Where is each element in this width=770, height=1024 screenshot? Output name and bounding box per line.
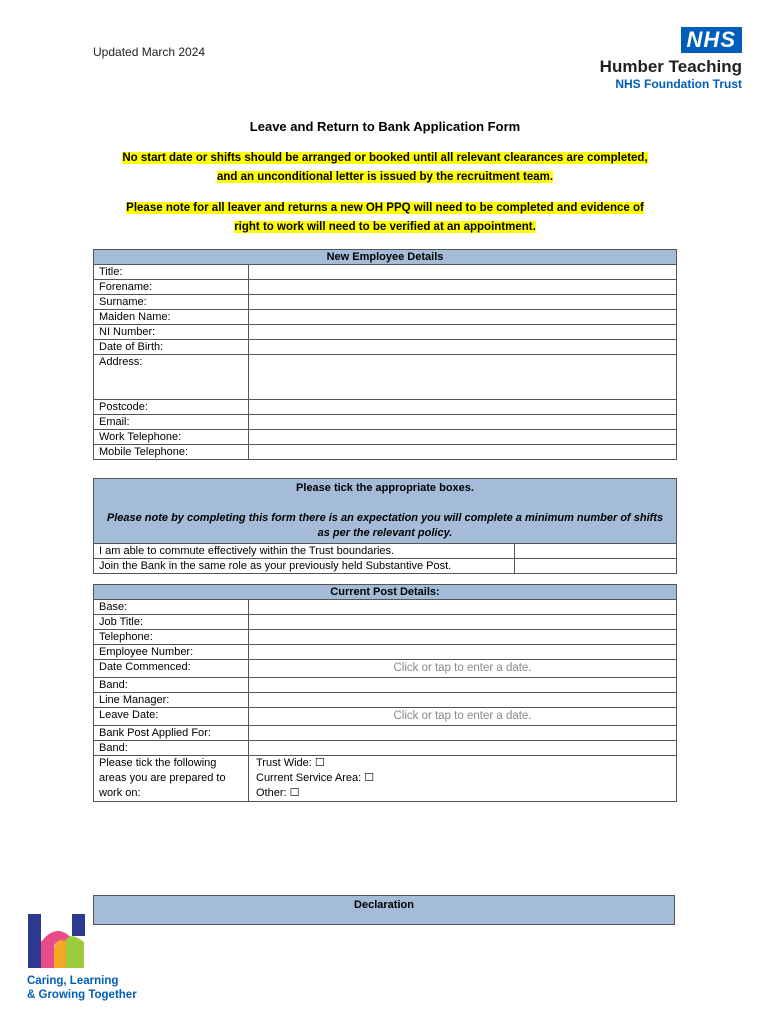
new-employee-table	[93, 249, 677, 460]
field-label: Date Commenced:	[94, 660, 249, 678]
field-label: Base:	[94, 600, 249, 615]
tick-row-label: I am able to commute effectively within the Trust boundaries.	[94, 544, 515, 559]
same-role-tick-cell[interactable]	[515, 559, 677, 574]
notice-clearances	[93, 149, 677, 187]
areas-label-line: Please tick the following	[99, 757, 217, 769]
notice-oh-ppq	[93, 199, 677, 237]
areas-label-line: areas you are prepared to	[99, 772, 226, 784]
notice-line: and an unconditional letter is issued by the recruitment team.	[216, 171, 554, 183]
caring-learning-logo-icon	[28, 912, 88, 970]
current-service-area-checkbox[interactable]: Current Service Area: ☐	[256, 772, 375, 784]
footer-line: & Growing Together	[27, 989, 137, 1001]
leave-date-picker[interactable]: Click or tap to enter a date.	[249, 708, 677, 726]
commute-tick-cell[interactable]	[515, 544, 677, 559]
notice-line: right to work will need to be verified at an appointment.	[234, 221, 536, 233]
surname-input[interactable]	[249, 295, 677, 310]
tick-heading-cell	[94, 479, 677, 544]
forename-input[interactable]	[249, 280, 677, 295]
field-label: Forename:	[94, 280, 249, 295]
field-label: Surname:	[94, 295, 249, 310]
areas-label-line: work on:	[99, 787, 141, 799]
employee-number-input[interactable]	[249, 645, 677, 660]
declaration-heading: Declaration	[93, 895, 675, 925]
work-telephone-input[interactable]	[249, 430, 677, 445]
field-label: Date of Birth:	[94, 340, 249, 355]
nhs-logo	[582, 27, 742, 91]
email-input[interactable]	[249, 415, 677, 430]
current-post-heading: Current Post Details:	[94, 585, 677, 600]
field-label: Work Telephone:	[94, 430, 249, 445]
tick-heading: Please tick the appropriate boxes.	[296, 482, 474, 494]
current-post-table	[93, 584, 677, 802]
mobile-telephone-input[interactable]	[249, 445, 677, 460]
field-label: Title:	[94, 265, 249, 280]
tick-boxes-table	[93, 478, 677, 574]
field-label: Leave Date:	[94, 708, 249, 726]
field-label: Band:	[94, 678, 249, 693]
footer-tagline	[27, 974, 137, 1002]
postcode-input[interactable]	[249, 400, 677, 415]
tick-row-label: Join the Bank in the same role as your previously held Substantive Post.	[94, 559, 515, 574]
bank-post-input[interactable]	[249, 726, 677, 741]
band-input[interactable]	[249, 678, 677, 693]
ni-number-input[interactable]	[249, 325, 677, 340]
title-input[interactable]	[249, 265, 677, 280]
field-label: Line Manager:	[94, 693, 249, 708]
maiden-name-input[interactable]	[249, 310, 677, 325]
other-checkbox[interactable]: Other: ☐	[256, 787, 300, 799]
telephone-input[interactable]	[249, 630, 677, 645]
field-label: Bank Post Applied For:	[94, 726, 249, 741]
nhs-badge: NHS	[681, 27, 742, 53]
field-label: Job Title:	[94, 615, 249, 630]
updated-date: Updated March 2024	[93, 45, 206, 59]
field-label: Postcode:	[94, 400, 249, 415]
org-name-line2: NHS Foundation Trust	[615, 77, 742, 91]
line-manager-input[interactable]	[249, 693, 677, 708]
areas-options	[249, 756, 677, 802]
field-label: Email:	[94, 415, 249, 430]
field-label: NI Number:	[94, 325, 249, 340]
job-title-input[interactable]	[249, 615, 677, 630]
field-label: Band:	[94, 741, 249, 756]
form-title: Leave and Return to Bank Application Form	[249, 119, 521, 134]
notice-line: No start date or shifts should be arranged or booked until all relevant clearances are completed,	[122, 152, 648, 164]
field-label: Telephone:	[94, 630, 249, 645]
bank-band-input[interactable]	[249, 741, 677, 756]
dob-input[interactable]	[249, 340, 677, 355]
base-input[interactable]	[249, 600, 677, 615]
field-label: Mobile Telephone:	[94, 445, 249, 460]
field-label: Employee Number:	[94, 645, 249, 660]
footer-line: Caring, Learning	[27, 975, 119, 987]
areas-label	[94, 756, 249, 802]
tick-note: Please note by completing this form there is an expectation you will complete a minimum number of shifts as per the relevant policy.	[106, 512, 664, 539]
notice-line: Please note for all leaver and returns a new OH PPQ will need to be completed and evidence of	[126, 202, 644, 214]
field-label: Maiden Name:	[94, 310, 249, 325]
field-label: Address:	[94, 355, 249, 400]
employee-heading: New Employee Details	[94, 250, 677, 265]
org-name-line1: Humber Teaching	[599, 57, 742, 76]
address-input[interactable]	[249, 355, 677, 400]
date-commenced-picker[interactable]: Click or tap to enter a date.	[249, 660, 677, 678]
trust-wide-checkbox[interactable]: Trust Wide: ☐	[256, 757, 325, 769]
